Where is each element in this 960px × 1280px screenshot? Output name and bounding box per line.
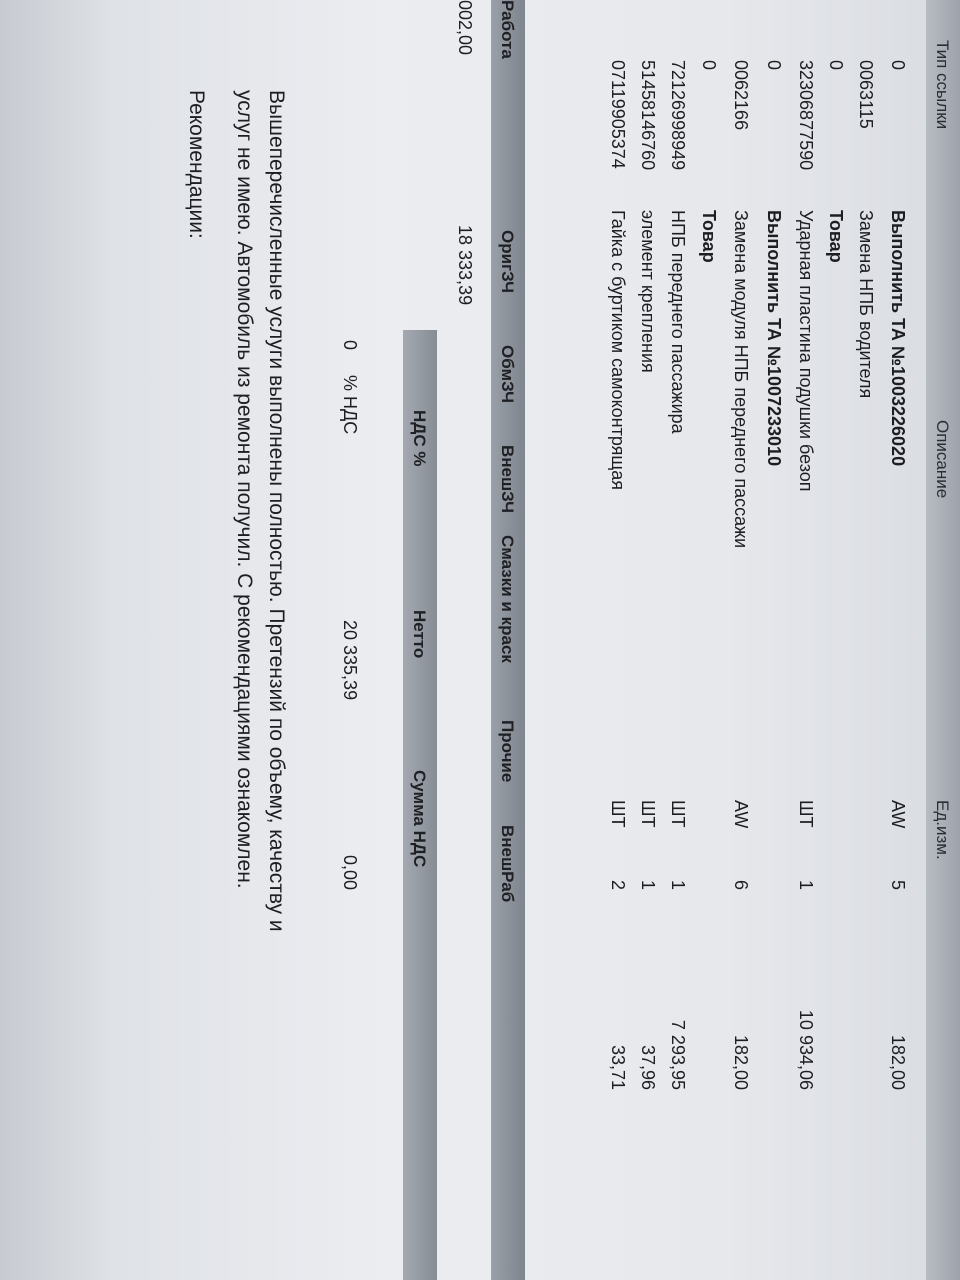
table-row bbox=[882, 0, 912, 1280]
vat-rate-label: % НДС bbox=[340, 375, 360, 435]
row-qty: 6 bbox=[731, 879, 751, 890]
row-unit: ШТ bbox=[608, 800, 628, 828]
row-unit: AW bbox=[888, 800, 908, 829]
row-description: Замена модуля НПБ переднего пассажи bbox=[731, 210, 751, 549]
totals-header-ext-work: ВнешРаб bbox=[498, 825, 517, 903]
table-row bbox=[693, 0, 723, 1280]
totals-orig-parts-value: 18 333,39 bbox=[455, 225, 475, 306]
row-code: 32306877590 bbox=[796, 60, 816, 171]
table-row bbox=[662, 0, 692, 1280]
table-row bbox=[632, 0, 662, 1280]
net-value: 20 335,39 bbox=[340, 620, 360, 701]
vat-header-vat-sum: Сумма НДС bbox=[410, 770, 429, 868]
vat-header-rate: НДС % bbox=[410, 410, 429, 467]
row-code: 0063115 bbox=[856, 60, 876, 129]
row-code: 0 bbox=[764, 60, 784, 71]
row-description: Выполнить ТА №1003226020 bbox=[888, 210, 908, 467]
table-header bbox=[926, 0, 960, 1280]
row-unit: ШТ bbox=[638, 800, 658, 828]
vat-header-net: Нетто bbox=[410, 610, 429, 659]
totals-header-work: Работа bbox=[498, 0, 517, 59]
row-code: 0 bbox=[699, 60, 719, 71]
row-description: Товар bbox=[699, 210, 719, 263]
row-amount: 182,00 bbox=[731, 1034, 751, 1090]
totals-header-exch-parts: ОбмЗЧ bbox=[498, 345, 517, 404]
row-unit: ШТ bbox=[668, 800, 688, 828]
totals-header-lubricants: Смазки и краск bbox=[498, 535, 517, 663]
table-row bbox=[725, 0, 755, 1280]
row-description: элемент крепления bbox=[638, 210, 658, 373]
row-qty: 2 bbox=[608, 879, 628, 890]
acceptance-note-line-1: Вышеперечисленные услуги выполнены полностью. Претензий по объему, качеству и bbox=[265, 90, 288, 932]
table-row bbox=[820, 0, 850, 1280]
row-qty: 5 bbox=[888, 879, 908, 890]
header-unit: Ед.изм. bbox=[933, 800, 952, 860]
header-description: Описание bbox=[933, 420, 952, 499]
header-type: Тип ссылки bbox=[933, 40, 952, 130]
row-unit: ШТ bbox=[796, 800, 816, 828]
vat-header bbox=[403, 330, 437, 1280]
row-description: Выполнить ТА №1007233010 bbox=[764, 210, 784, 467]
totals-header-ext-parts: ВнешЗЧ bbox=[498, 445, 517, 514]
recommendations-label: Рекомендации: bbox=[185, 90, 208, 239]
row-description: Ударная пластина подушки безоп bbox=[796, 210, 816, 492]
row-qty: 1 bbox=[796, 879, 816, 890]
row-description: Замена НПБ водителя bbox=[856, 210, 876, 399]
row-amount: 10 934,06 bbox=[796, 1009, 816, 1090]
vat-sum-value: 0,00 bbox=[340, 855, 360, 891]
row-code: 0062166 bbox=[731, 60, 751, 131]
row-description: НПБ переднего пассажира bbox=[668, 210, 688, 434]
row-amount: 33,71 bbox=[608, 1044, 628, 1090]
row-qty: 1 bbox=[638, 879, 658, 890]
totals-header bbox=[491, 0, 525, 1280]
row-code: 0 bbox=[826, 60, 846, 71]
row-code: 0 bbox=[888, 60, 908, 71]
table-row bbox=[790, 0, 820, 1280]
row-code: 07119905374 bbox=[608, 60, 628, 169]
acceptance-note-line-2: услуг не имею. Автомобиль из ремонта получил. С рекомендациями ознакомлен. bbox=[233, 90, 256, 889]
row-qty: 1 bbox=[668, 879, 688, 890]
row-amount: 7 293,95 bbox=[668, 1019, 688, 1090]
row-amount: 182,00 bbox=[888, 1034, 908, 1090]
row-unit: AW bbox=[731, 800, 751, 829]
table-row bbox=[850, 0, 880, 1280]
row-description: Гайка с буртиком самоконтрящая bbox=[608, 210, 628, 490]
totals-header-orig-parts: ОригЗЧ bbox=[498, 230, 517, 294]
row-code: 72126998949 bbox=[668, 60, 688, 171]
totals-header-other: Прочие bbox=[498, 720, 517, 783]
totals-work-value: 002,00 bbox=[455, 0, 475, 56]
table-row bbox=[758, 0, 788, 1280]
row-description: Товар bbox=[826, 210, 846, 263]
vat-rate-value: 0 bbox=[340, 340, 360, 351]
row-amount: 37,96 bbox=[638, 1044, 658, 1090]
row-code: 51458146760 bbox=[638, 60, 658, 171]
table-row bbox=[602, 0, 632, 1280]
